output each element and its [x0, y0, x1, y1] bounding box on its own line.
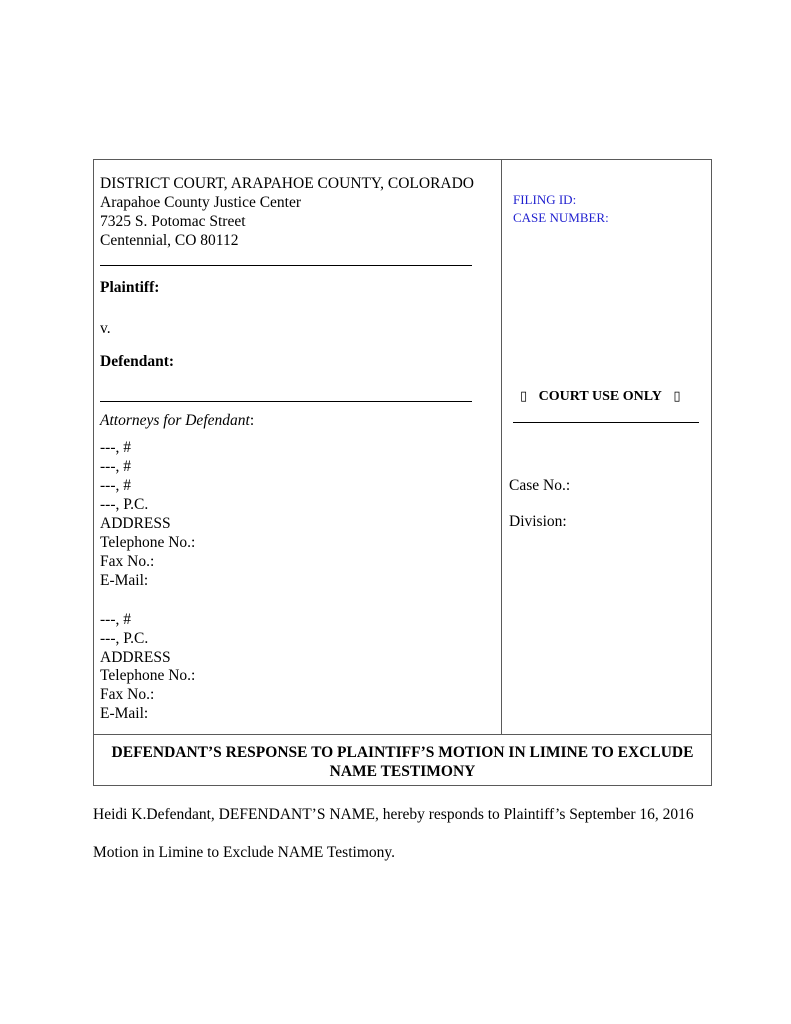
attorneys-heading [100, 411, 254, 430]
case-number-label: CASE NUMBER: [513, 210, 609, 225]
court-use-right-glyph: ▯ [673, 388, 681, 403]
column-divider [501, 160, 502, 734]
attorney4-line: ---, # [100, 611, 131, 628]
attorney1-line: ---, # [100, 439, 131, 456]
address-rule [100, 265, 472, 266]
filing-id-label: FILING ID: [513, 192, 577, 207]
court-street: 7325 S. Potomac Street [100, 213, 246, 230]
court-use-rule [513, 422, 699, 423]
attorney2-line: ---, # [100, 458, 131, 475]
fax1-line: Fax No.: [100, 553, 155, 570]
telephone2-line: Telephone No.: [100, 667, 196, 684]
court-use-left-glyph: ▯ [520, 388, 528, 403]
defendant-label: Defendant: [100, 353, 175, 370]
attorneys-heading-text: Attorneys for Defendant [100, 412, 250, 429]
email1-line: E-Mail: [100, 572, 149, 589]
parties-rule [100, 401, 472, 402]
caption-box [93, 159, 712, 786]
division-label: Division: [509, 513, 567, 530]
email2-line: E-Mail: [100, 705, 149, 722]
case-no-label: Case No.: [509, 477, 571, 494]
address2-line: ADDRESS [100, 649, 171, 666]
court-name: DISTRICT COURT, ARAPAHOE COUNTY, COLORADO [100, 175, 474, 192]
firm2-line: ---, P.C. [100, 630, 149, 647]
attorneys-heading-colon: : [249, 412, 255, 429]
court-use-label: COURT USE ONLY [538, 389, 662, 404]
title-divider [94, 734, 711, 735]
versus-label: v. [100, 320, 111, 337]
fax2-line: Fax No.: [100, 686, 155, 703]
firm1-line: ---, P.C. [100, 496, 149, 513]
plaintiff-label: Plaintiff: [100, 279, 160, 296]
court-city: Centennial, CO 80112 [100, 232, 239, 249]
document-title-line1: DEFENDANT’S RESPONSE TO PLAINTIFF’S MOTION IN LIMINE TO EXCLUDE [111, 744, 694, 761]
telephone1-line: Telephone No.: [100, 534, 196, 551]
document-title-line2: NAME TESTIMONY [329, 763, 476, 780]
court-building: Arapahoe County Justice Center [100, 194, 302, 211]
attorney3-line: ---, # [100, 477, 131, 494]
body-line-2: Motion in Limine to Exclude NAME Testimony. [93, 844, 396, 861]
court-use-only [520, 386, 681, 406]
body-line-1: Heidi K.Defendant, DEFENDANT’S NAME, hereby responds to Plaintiff’s September 16, 2016 [93, 806, 694, 823]
document-title [94, 743, 711, 781]
address1-line: ADDRESS [100, 515, 171, 532]
